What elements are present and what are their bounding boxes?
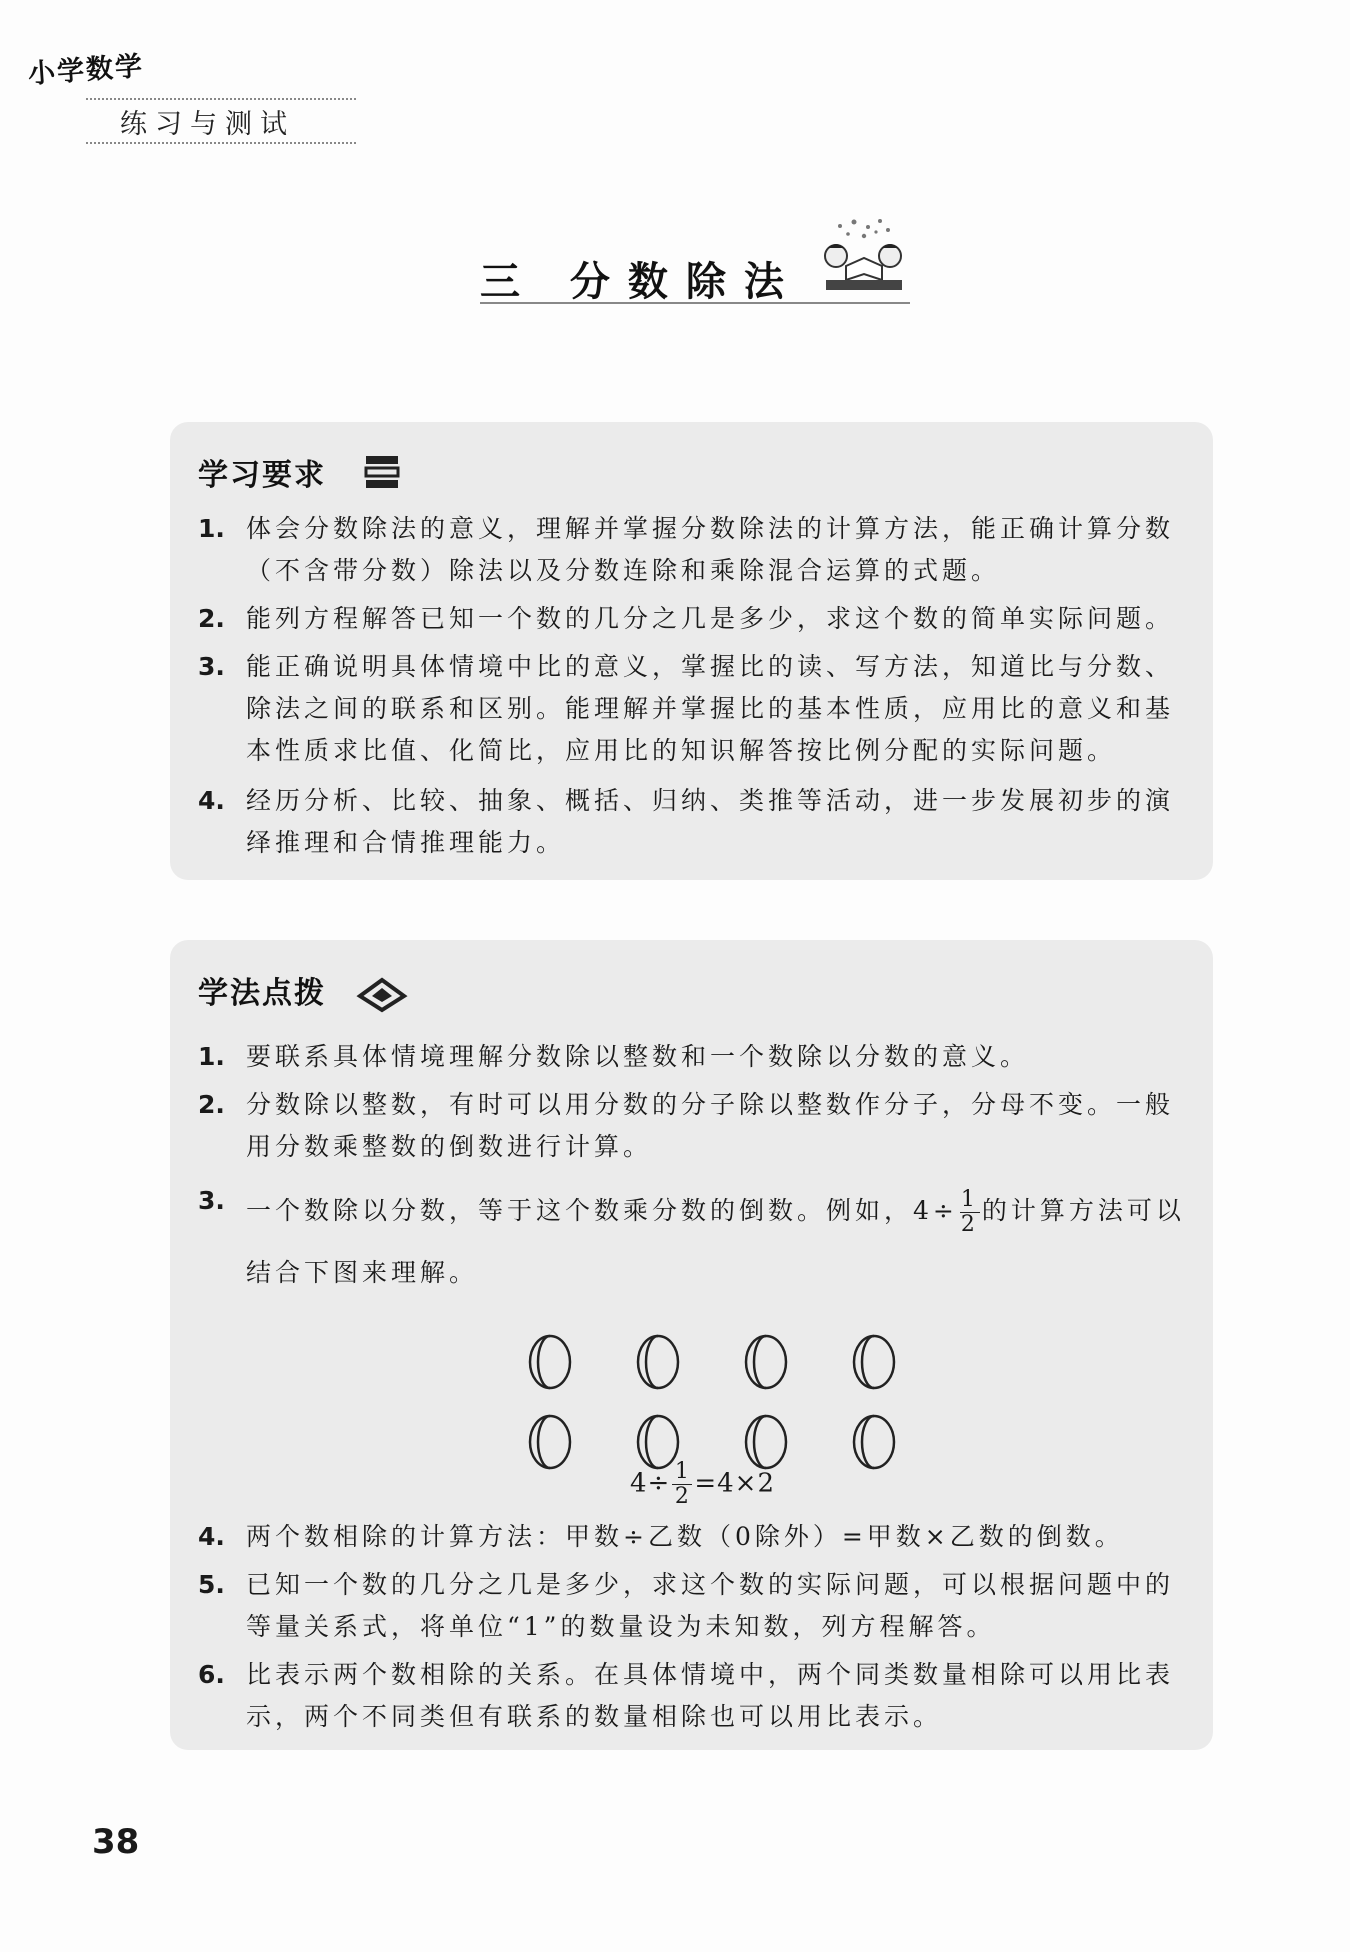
pen-icon bbox=[356, 974, 408, 1014]
oval-pair bbox=[530, 1416, 570, 1468]
chapter-title: 三 分数除法 bbox=[480, 258, 802, 305]
series-header bbox=[27, 50, 295, 140]
page-number: 38 bbox=[92, 1822, 140, 1862]
oval-pair bbox=[854, 1336, 894, 1388]
requirement-item: 3. 能正确说明具体情境中比的意义，掌握比的读、写方法，知道比与分数、除法之间的联系和区别。能理解并掌握比的基本性质，应用比的意义和基本性质求比值、化简比，应用比的知识解答按比例分配的实际问题。 bbox=[198, 652, 1175, 765]
oval-pair bbox=[854, 1416, 894, 1468]
learning-requirements-title: 学习要求 bbox=[198, 458, 326, 493]
tip-item: 4. 两个数相除的计算方法：甲数÷乙数（0除外）=甲数×乙数的倒数。 bbox=[198, 1522, 1124, 1551]
oval-pair bbox=[530, 1336, 570, 1388]
tip-item: 1. 要联系具体情境理解分数除以整数和一个数除以分数的意义。 bbox=[198, 1042, 1030, 1071]
fraction-one-half: $\frac{1}{2}$ bbox=[672, 1460, 692, 1509]
book-icon bbox=[362, 450, 404, 490]
tip-item: 6. 比表示两个数相除的关系。在具体情境中，两个同类数量相除可以用比表示，两个不同类但有联系的数量相除也可以用比表示。 bbox=[198, 1660, 1175, 1731]
requirement-item: 4. 经历分析、比较、抽象、概括、归纳、类推等活动，进一步发展初步的演绎推理和合情推理能力。 bbox=[198, 786, 1175, 857]
oval-diagram bbox=[520, 1320, 950, 1480]
chapter-underline bbox=[480, 302, 910, 304]
study-tips-panel bbox=[170, 940, 1213, 1750]
oval-pair bbox=[746, 1336, 786, 1388]
learning-requirements-panel bbox=[170, 422, 1213, 880]
tip-item: 2. 分数除以整数，有时可以用分数的分子除以整数作分子，分母不变。一般用分数乘整数的倒数进行计算。 bbox=[198, 1090, 1175, 1161]
fraction-one-half: $\frac{1}{2}$ bbox=[960, 1187, 979, 1237]
formula: 4÷ $\frac{1}{2}$ =4×2 bbox=[630, 1459, 775, 1509]
tip-item: 3. 一个数除以分数，等于这个数乘分数的倒数。例如，4÷ $\frac{1}{2}$ 的计算方法可以结合下图来理解。 bbox=[198, 1186, 1185, 1287]
series-subtitle: 练习与测试 bbox=[86, 98, 356, 144]
study-tips-title: 学法点拨 bbox=[198, 976, 326, 1011]
tip-item: 5. 已知一个数的几分之几是多少，求这个数的实际问题，可以根据问题中的等量关系式，将单位“1”的数量设为未知数，列方程解答。 bbox=[198, 1570, 1175, 1641]
oval-pair bbox=[638, 1336, 678, 1388]
requirement-item: 1. 体会分数除法的意义，理解并掌握分数除法的计算方法，能正确计算分数（不含带分数）除法以及分数连除和乘除混合运算的式题。 bbox=[198, 514, 1175, 585]
requirement-item: 2. 能列方程解答已知一个数的几分之几是多少，求这个数的简单实际问题。 bbox=[198, 604, 1175, 633]
reading-children-icon bbox=[820, 218, 910, 298]
series-title: 小学数学 bbox=[27, 50, 146, 90]
